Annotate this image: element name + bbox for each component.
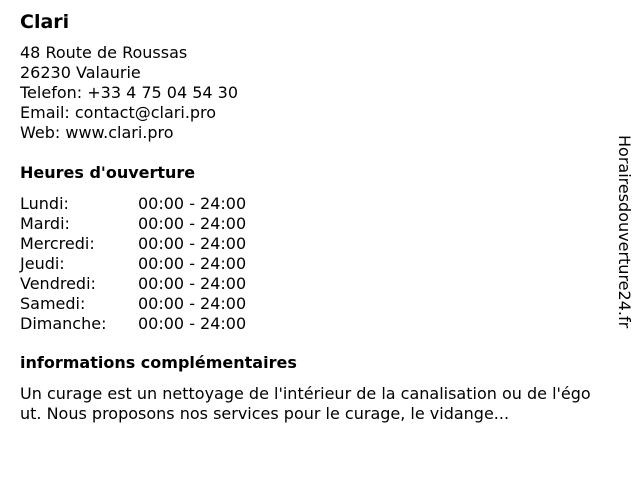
opening-hours-list <box>20 194 280 334</box>
day-label: Jeudi: <box>20 254 65 273</box>
additional-info-text: Un curage est un nettoyage de l'intérieur de la canalisation ou de l'égout. Nous proposons nos services pour le curage, le vidange... <box>20 384 591 423</box>
time-range: 00:00 - 24:00 <box>138 194 247 213</box>
day-label: Vendredi: <box>20 274 96 293</box>
day-label: Lundi: <box>20 194 69 213</box>
hours-row-thursday <box>20 254 280 274</box>
additional-info-heading: informations complémentaires <box>20 353 297 372</box>
hours-row-saturday <box>20 294 280 314</box>
hours-row-friday <box>20 274 280 294</box>
time-range: 00:00 - 24:00 <box>138 294 247 313</box>
time-range: 00:00 - 24:00 <box>138 254 247 273</box>
website: Web: www.clari.pro <box>20 123 174 142</box>
email-address: Email: contact@clari.pro <box>20 103 217 122</box>
address-street: 48 Route de Roussas <box>20 43 188 62</box>
site-watermark: Horairesdouverture24.fr <box>615 135 634 329</box>
day-label: Samedi: <box>20 294 86 313</box>
hours-row-monday <box>20 194 280 214</box>
time-range: 00:00 - 24:00 <box>138 234 247 253</box>
phone-number: Telefon: +33 4 75 04 54 30 <box>20 83 239 102</box>
contact-block <box>20 43 238 143</box>
hours-row-wednesday <box>20 234 280 254</box>
day-label: Mardi: <box>20 214 70 233</box>
time-range: 00:00 - 24:00 <box>138 274 247 293</box>
business-name: Clari <box>20 11 70 33</box>
opening-hours-heading: Heures d'ouverture <box>20 163 196 182</box>
hours-row-sunday <box>20 314 280 334</box>
time-range: 00:00 - 24:00 <box>138 214 247 233</box>
hours-row-tuesday <box>20 214 280 234</box>
day-label: Mercredi: <box>20 234 95 253</box>
day-label: Dimanche: <box>20 314 107 333</box>
time-range: 00:00 - 24:00 <box>138 314 247 333</box>
address-city: 26230 Valaurie <box>20 63 141 82</box>
